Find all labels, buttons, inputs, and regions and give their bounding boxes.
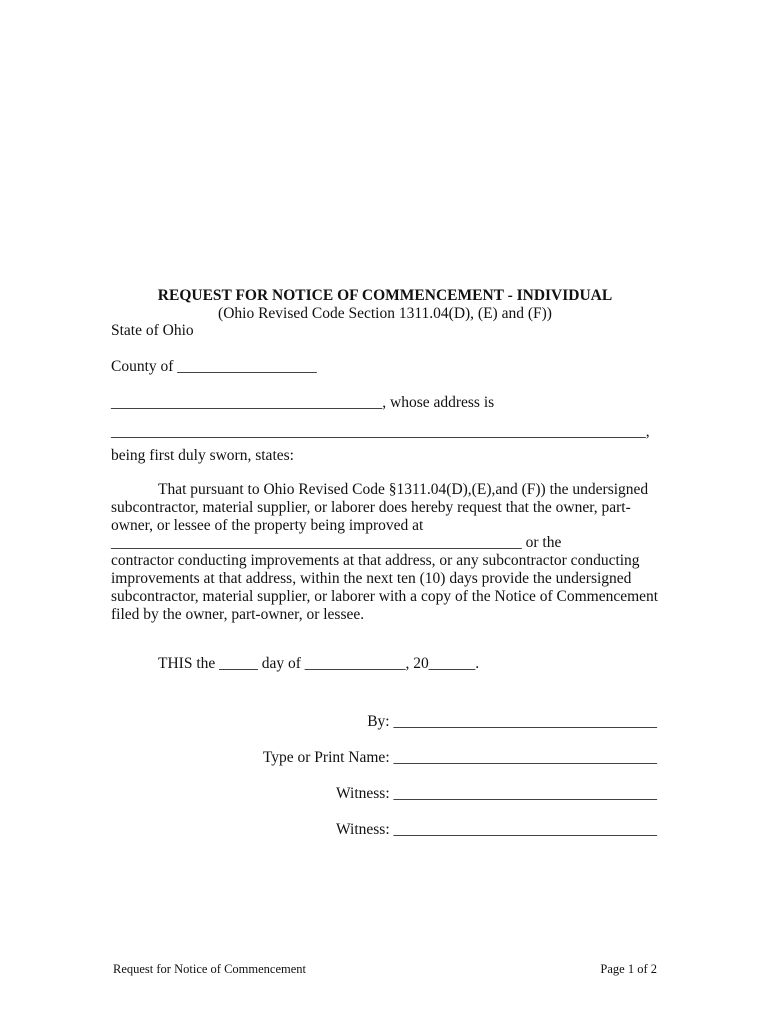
witness-label: Witness:: [336, 821, 394, 838]
print-name-label: Type or Print Name:: [262, 749, 394, 766]
name-address-line: ___________________________________, whose address is: [111, 394, 495, 411]
date-line: THIS the _____ day of _____________, 20______.: [158, 655, 480, 672]
signature-witness-row: [336, 821, 657, 839]
by-blank: __________________________________: [393, 713, 657, 730]
footer-title: Request for Notice of Commencement: [113, 962, 306, 976]
county-line: County of __________________: [111, 358, 317, 375]
signature-print-name-row: [263, 749, 657, 767]
body-line: owner, or lessee of the property being improved at: [111, 517, 424, 534]
print-name-blank: __________________________________: [393, 749, 657, 766]
document-subtitle: (Ohio Revised Code Section 1311.04(D), (E) and (F)): [218, 305, 552, 322]
footer-page-number: Page 1 of 2: [600, 962, 657, 976]
document-title: REQUEST FOR NOTICE OF COMMENCEMENT - INDIVIDUAL: [157, 287, 613, 304]
witness-blank: __________________________________: [393, 821, 657, 838]
body-line: improvements at that address, within the next ten (10) days provide the undersigned: [111, 570, 632, 587]
signature-witness-row: [336, 785, 657, 803]
body-line: subcontractor, material supplier, or laborer does hereby request that the owner, part-: [111, 499, 631, 516]
witness-label: Witness:: [336, 785, 394, 802]
witness-blank: __________________________________: [393, 785, 657, 802]
state-line: State of Ohio: [111, 322, 194, 339]
body-line: _____________________________________________________ or the: [111, 534, 562, 551]
body-line: contractor conducting improvements at that address, or any subcontractor conducting: [111, 552, 640, 569]
signature-by-row: [367, 713, 657, 731]
address-line: _____________________________________________________________________,: [111, 423, 650, 440]
by-label: By:: [367, 713, 394, 730]
body-line: filed by the owner, part-owner, or lessee.: [111, 606, 365, 623]
sworn-line: being first duly sworn, states:: [111, 447, 294, 464]
body-line: That pursuant to Ohio Revised Code §1311.04(D),(E),and (F)) the undersigned: [158, 481, 649, 498]
body-line: subcontractor, material supplier, or laborer with a copy of the Notice of Commencement: [111, 588, 659, 605]
